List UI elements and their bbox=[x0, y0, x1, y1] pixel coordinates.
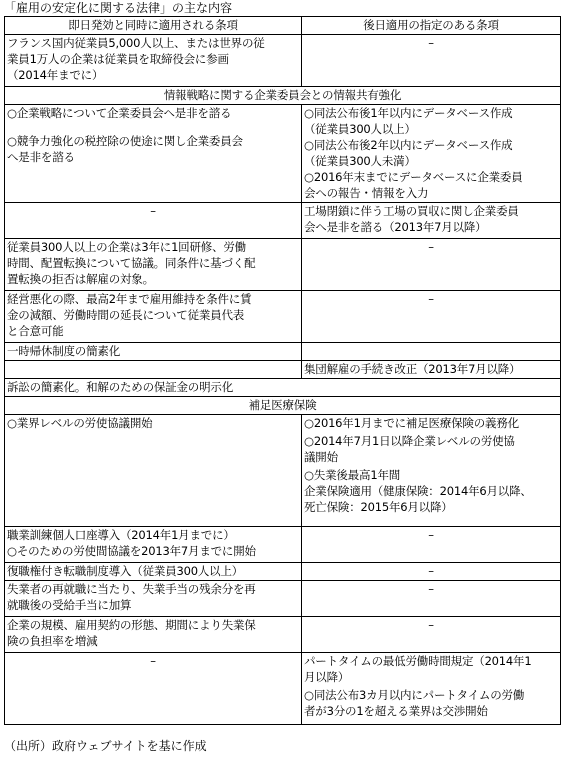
section-row bbox=[5, 397, 561, 415]
cell-dash: – bbox=[302, 291, 561, 343]
cell-job-change-system: 復職権付き転職制度導入（従業員300人以上） bbox=[5, 563, 302, 581]
cell-insurance-rate: 企業の規模、雇用契約の形態、期間により失業保 険の負担率を増減 bbox=[5, 617, 302, 653]
cell-litigation: 訴訟の簡素化。和解のための保証金の明示化 bbox=[5, 379, 561, 397]
section-info-sharing: 情報戦略に関する企業委員会との情報共有強化 bbox=[5, 87, 561, 105]
cell-health-immediate: ○業界レベルの労使協議開始 bbox=[5, 415, 302, 527]
cell-part-time: パートタイムの最低労働時間規定（2014年1 月以降） ○同法公布3カ月以内にパートタイムの労働 者が3分の1を超える業界は交渉開始 bbox=[302, 653, 561, 725]
cell-wage-agreement: 経営悪化の際、最高2年まで雇用維持を条件に賃 金の減額、労働時間の延長について従業員代表 と合意可能 bbox=[5, 291, 302, 343]
cell-dash: – bbox=[302, 563, 561, 581]
table-row bbox=[5, 415, 561, 527]
source-note: （出所）政府ウェブサイトを基に作成 bbox=[4, 739, 207, 753]
cell-empty bbox=[5, 361, 302, 379]
document-title: 「雇用の安定化に関する法律」の主な内容 bbox=[4, 1, 233, 15]
section-supplementary-health: 補足医療保険 bbox=[5, 397, 561, 415]
header-later: 後日適用の指定のある条項 bbox=[302, 17, 561, 35]
cell-dash: – bbox=[302, 239, 561, 291]
cell-training-consultation: 従業員300人以上の企業は3年に1回研修、労働 時間、配置転換について協議。同条件に基づく配 置転換の拒否は解雇の対象。 bbox=[5, 239, 302, 291]
cell-unemployment-benefit: 失業者の再就職に当たり、失業手当の残余分を再 就職後の受給手当に加算 bbox=[5, 581, 302, 617]
header-immediate: 即日発効と同時に適用される条項 bbox=[5, 17, 302, 35]
table-row bbox=[5, 343, 561, 361]
table-row bbox=[5, 35, 561, 87]
cell-board-participation: フランス国内従業員5,000人以上、または世界の従 業員1万人の企業は従業員を取締役会に参画 （2014年までに） bbox=[5, 35, 302, 87]
cell-dash: – bbox=[302, 581, 561, 617]
cell-temporary-layoff: 一時帰休制度の簡素化 bbox=[5, 343, 302, 361]
table-row bbox=[5, 581, 561, 617]
cell-dash: – bbox=[5, 203, 302, 239]
table-row bbox=[5, 105, 561, 203]
cell-info-sharing-later: ○同法公布後1年以内にデータベース作成 （従業員300人以上） ○同法公布後2年以内にデータベース作成 （従業員300人未満） ○2016年末までにデータベースに企業委員 会への報告・情報を入力 bbox=[302, 105, 561, 203]
cell-dash: – bbox=[302, 527, 561, 563]
table-row bbox=[5, 563, 561, 581]
table-row bbox=[5, 379, 561, 397]
table-row bbox=[5, 653, 561, 725]
table-row bbox=[5, 291, 561, 343]
cell-info-sharing-immediate: ○企業戦略について企業委員会へ是非を諮る ○競争力強化の税控除の使途に関し企業委員会 へ是非を諮る bbox=[5, 105, 302, 203]
cell-dash: – bbox=[302, 35, 561, 87]
header-row bbox=[5, 17, 561, 35]
table-row bbox=[5, 239, 561, 291]
table-row bbox=[5, 527, 561, 563]
cell-factory-closure: 工場閉鎖に伴う工場の買収に関し企業委員 会へ是非を諮る（2013年7月以降） bbox=[302, 203, 561, 239]
section-row bbox=[5, 87, 561, 105]
cell-dash: – bbox=[5, 653, 302, 725]
cell-collective-dismissal: 集団解雇の手続き改正（2013年7月以降） bbox=[302, 361, 561, 379]
table-row bbox=[5, 361, 561, 379]
table-row bbox=[5, 203, 561, 239]
cell-health-later: ○2016年1月までに補足医療保険の義務化 ○2014年7月1日以降企業レベルの労使協 議開始 ○失業後最高1年間 企業保険適用（健康保険：2014年6月以降、 死亡保険：2015年6月以降） bbox=[302, 415, 561, 527]
cell-dash: – bbox=[302, 617, 561, 653]
cell-empty bbox=[302, 343, 561, 361]
cell-training-account: 職業訓練個人口座導入（2014年1月までに） ○そのための労使間協議を2013年7月までに開始 bbox=[5, 527, 302, 563]
law-contents-table bbox=[4, 16, 561, 725]
table-row bbox=[5, 617, 561, 653]
